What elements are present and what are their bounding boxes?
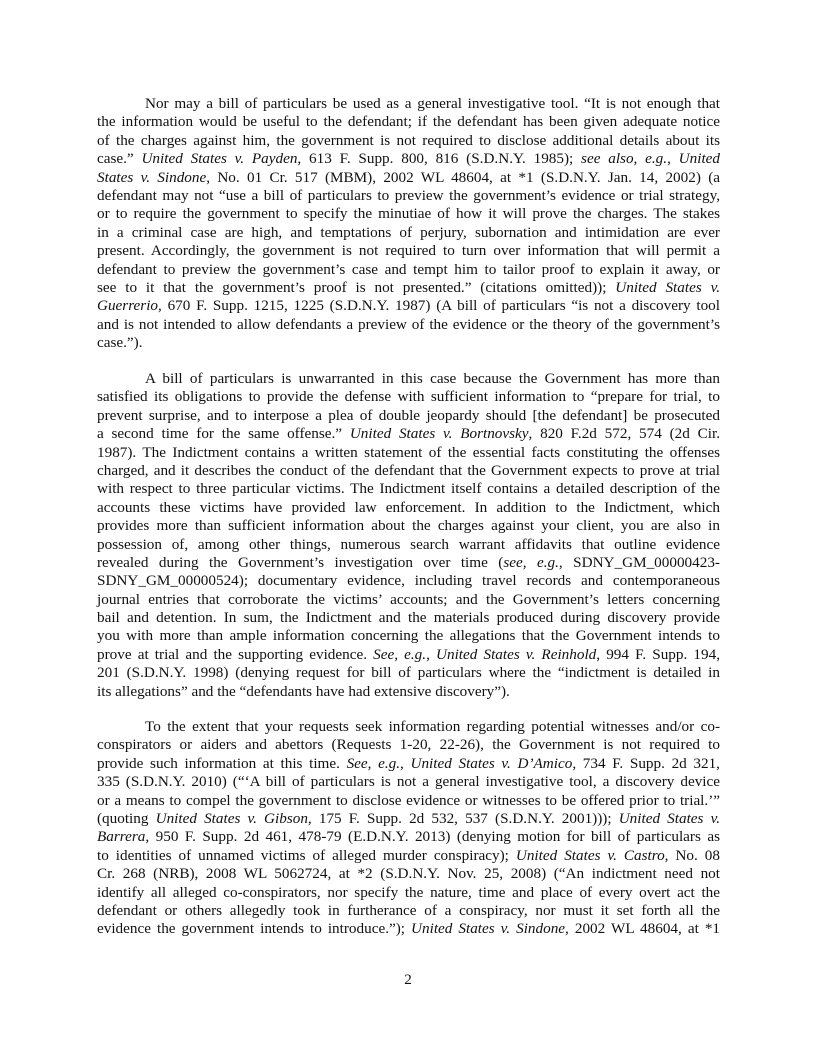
text-segment: case.” <box>97 150 142 168</box>
text-segment: , 734 F. Supp. 2d 321, <box>572 754 720 772</box>
citation-italic: see, e.g. <box>503 553 559 571</box>
citation-italic: see also, e.g. <box>581 150 668 168</box>
text-line <box>97 388 720 406</box>
citation-italic: United States v. D’Amico <box>410 754 573 772</box>
text-line <box>97 664 720 682</box>
text-line <box>97 828 720 846</box>
citation-italic: United States v. Payden <box>141 150 298 168</box>
text-segment: , 994 F. Supp. 194, <box>596 645 720 663</box>
text-line <box>97 316 720 334</box>
text-line <box>97 810 720 828</box>
text-line <box>97 224 720 242</box>
text-segment: evidence the government intends to introduce.”); <box>97 920 412 938</box>
text-line <box>97 95 720 113</box>
text-segment: the information would be useful to the defendant; if the defendant has been given adequate notice <box>97 113 720 131</box>
citation-italic: United States v. <box>618 809 720 827</box>
citation-italic: States v. Sindone <box>97 168 207 186</box>
text-segment: present. Accordingly, the government is not required to turn over information that will permit a <box>97 242 720 260</box>
text-line <box>97 132 720 150</box>
text-segment: provide such information at this time. <box>97 754 347 772</box>
text-line <box>97 205 720 223</box>
text-segment: Nor may a bill of particulars be used as a general investigative tool. “It is not enough that <box>145 95 720 112</box>
text-segment: , SDNY_GM_00000423- <box>558 553 720 571</box>
text-line <box>97 444 720 462</box>
text-segment: case.”). <box>97 334 143 352</box>
text-line <box>97 865 720 883</box>
text-segment: , 613 F. Supp. 800, 816 (S.D.N.Y. 1985); <box>297 150 582 168</box>
text-line <box>97 609 720 627</box>
text-segment: in a criminal case are high, and temptations of perjury, subornation and intimidation are ever <box>97 223 720 241</box>
text-segment: , <box>667 150 679 168</box>
text-line <box>97 499 720 517</box>
text-segment: or a means to compel the government to disclose evidence or witnesses to be offered prior to trial.’” <box>97 791 720 809</box>
text-segment: charged, and it describes the conduct of the defendant that the Government expects to prove at trial <box>97 461 720 479</box>
citation-italic: See, e.g. <box>373 645 427 663</box>
text-segment: 201 (S.D.N.Y. 1998) (denying request for bill of particulars where the “indictment is detailed in <box>97 664 720 682</box>
text-line <box>97 113 720 131</box>
citation-italic: United States v. <box>615 278 720 296</box>
citation-italic: United States v. Castro <box>515 846 665 864</box>
paragraph-bill-unwarranted <box>97 370 720 701</box>
text-segment: , 175 F. Supp. 2d 532, 537 (S.D.N.Y. 2001))); <box>307 809 619 827</box>
text-line <box>97 480 720 498</box>
text-line <box>97 792 720 810</box>
text-segment: satisfied its obligations to provide the defense with sufficient information to “prepare for trial, to <box>97 388 720 406</box>
text-line <box>97 920 720 938</box>
text-segment: 335 (S.D.N.Y. 2010) (“‘A bill of particulars is not a general investigative tool, a discovery device <box>97 773 720 791</box>
text-segment: defendant may not “use a bill of particulars to preview the government’s evidence or trial strategy, <box>97 186 720 204</box>
text-segment: To the extent that your requests seek information regarding potential witnesses and/or co- <box>145 718 720 735</box>
text-segment: possession of, among other things, numerous search warrant affidavits that outline evidence <box>97 535 720 553</box>
text-segment: (quoting <box>97 809 156 827</box>
text-segment: see to it that the government’s proof is not presented.” (citations omitted)); <box>97 278 616 296</box>
text-line <box>97 334 720 352</box>
text-line <box>97 462 720 480</box>
citation-italic: Guerrerio <box>97 297 159 315</box>
text-segment: , 2002 WL 48604, at *1 <box>565 920 721 938</box>
text-segment: with respect to three particular victims. The Indictment itself contains a detailed description of the <box>97 480 720 498</box>
text-segment: of the charges against him, the government is not required to disclose additional details about its <box>97 131 720 149</box>
text-line <box>97 297 720 315</box>
paragraph-witnesses-coconspirators <box>97 718 720 939</box>
text-line <box>97 773 720 791</box>
text-segment: Cr. 268 (NRB), 2008 WL 5062724, at *2 (S.D.N.Y. Nov. 25, 2008) (“An indictment need not <box>97 865 720 883</box>
text-segment: defendant or others allegedly took in furtherance of a conspiracy, nor must it set forth all the <box>97 901 720 919</box>
text-line <box>97 847 720 865</box>
text-segment: you with more than ample information concerning the allegations that the Government intends to <box>97 627 720 645</box>
text-segment: , No. 01 Cr. 517 (MBM), 2002 WL 48604, at *1 (S.D.N.Y. Jan. 14, 2002) (a <box>206 168 720 186</box>
text-segment: , <box>400 754 411 772</box>
text-segment: accounts these victims have provided law enforcement. In addition to the Indictment, which <box>97 498 720 516</box>
text-segment: and is not intended to allow defendants a preview of the evidence or the theory of the government’s <box>97 315 720 333</box>
text-line <box>97 425 720 443</box>
text-segment: 1987). The Indictment contains a written statement of the essential facts constituting the offenses <box>97 443 720 461</box>
text-line <box>97 718 720 736</box>
text-segment: defendant to preview the government’s case and tempt him to tailor proof to explain it away, or <box>97 260 720 278</box>
citation-italic: United States v. Gibson <box>155 809 308 827</box>
text-line <box>97 627 720 645</box>
text-line <box>97 736 720 754</box>
text-line <box>97 187 720 205</box>
text-segment: or to require the government to specify the minutiae of how it will prove the charges. The stakes <box>97 205 720 223</box>
text-segment: SDNY_GM_00000524); documentary evidence, including travel records and contemporaneous <box>97 572 720 590</box>
text-segment: , 820 F.2d 572, 574 (2d Cir. <box>528 425 720 443</box>
text-line <box>97 169 720 187</box>
citation-italic: United States v. Bortnovsky <box>349 425 529 443</box>
text-line <box>97 646 720 664</box>
text-segment: , 950 F. Supp. 2d 461, 478-79 (E.D.N.Y. 2013) (denying motion for bill of particulars as <box>145 828 720 846</box>
text-line <box>97 591 720 609</box>
citation-italic: United States v. Sindone <box>411 920 566 938</box>
citation-italic: United States v. Reinhold <box>436 645 597 663</box>
text-segment: bail and detention. In sum, the Indictment and the materials produced during discovery provide <box>97 609 720 627</box>
text-line <box>97 755 720 773</box>
citation-italic: Barrera <box>97 828 146 846</box>
citation-italic: See, e.g. <box>346 754 401 772</box>
text-segment: identify all alleged co-conspirators, nor specify the nature, time and place of every overt act the <box>97 883 720 901</box>
text-line <box>97 884 720 902</box>
text-line <box>97 150 720 168</box>
text-line <box>97 261 720 279</box>
text-line <box>97 279 720 297</box>
text-segment: prove at trial and the supporting evidence. <box>97 645 374 663</box>
text-segment: its allegations” and the “defendants have had extensive discovery”). <box>97 682 510 700</box>
text-segment: journal entries that corroborate the victims’ accounts; and the Government’s letters concerning <box>97 590 720 608</box>
text-segment: provides more than sufficient information about the charges against your client, you are also in <box>97 517 720 535</box>
text-line <box>97 536 720 554</box>
text-line <box>97 407 720 425</box>
text-line <box>97 517 720 535</box>
paragraph-bill-not-investigative-tool <box>97 95 720 352</box>
citation-italic: United <box>678 150 721 168</box>
text-segment: , <box>426 645 437 663</box>
page-number: 2 <box>404 971 412 988</box>
text-segment: , No. 08 <box>664 846 720 864</box>
text-segment: conspirators or aiders and abettors (Requests 1-20, 22-26), the Government is not required to <box>97 736 720 754</box>
text-line <box>97 902 720 920</box>
text-segment: revealed during the Government’s investigation over time ( <box>97 553 504 571</box>
text-line <box>97 683 720 701</box>
text-segment: to identities of unnamed victims of alleged murder conspiracy); <box>97 846 516 864</box>
text-line <box>97 554 720 572</box>
text-segment: prevent surprise, and to interpose a plea of double jeopardy should [the defendant] be prosecuted <box>97 406 720 424</box>
text-segment: A bill of particulars is unwarranted in this case because the Government has more than <box>145 370 720 387</box>
text-line <box>97 242 720 260</box>
text-segment: , 670 F. Supp. 1215, 1225 (S.D.N.Y. 1987) (A bill of particulars “is not a discovery tool <box>158 297 720 315</box>
text-line <box>97 572 720 590</box>
text-segment: a second time for the same offense.” <box>97 425 350 443</box>
text-line <box>97 370 720 388</box>
